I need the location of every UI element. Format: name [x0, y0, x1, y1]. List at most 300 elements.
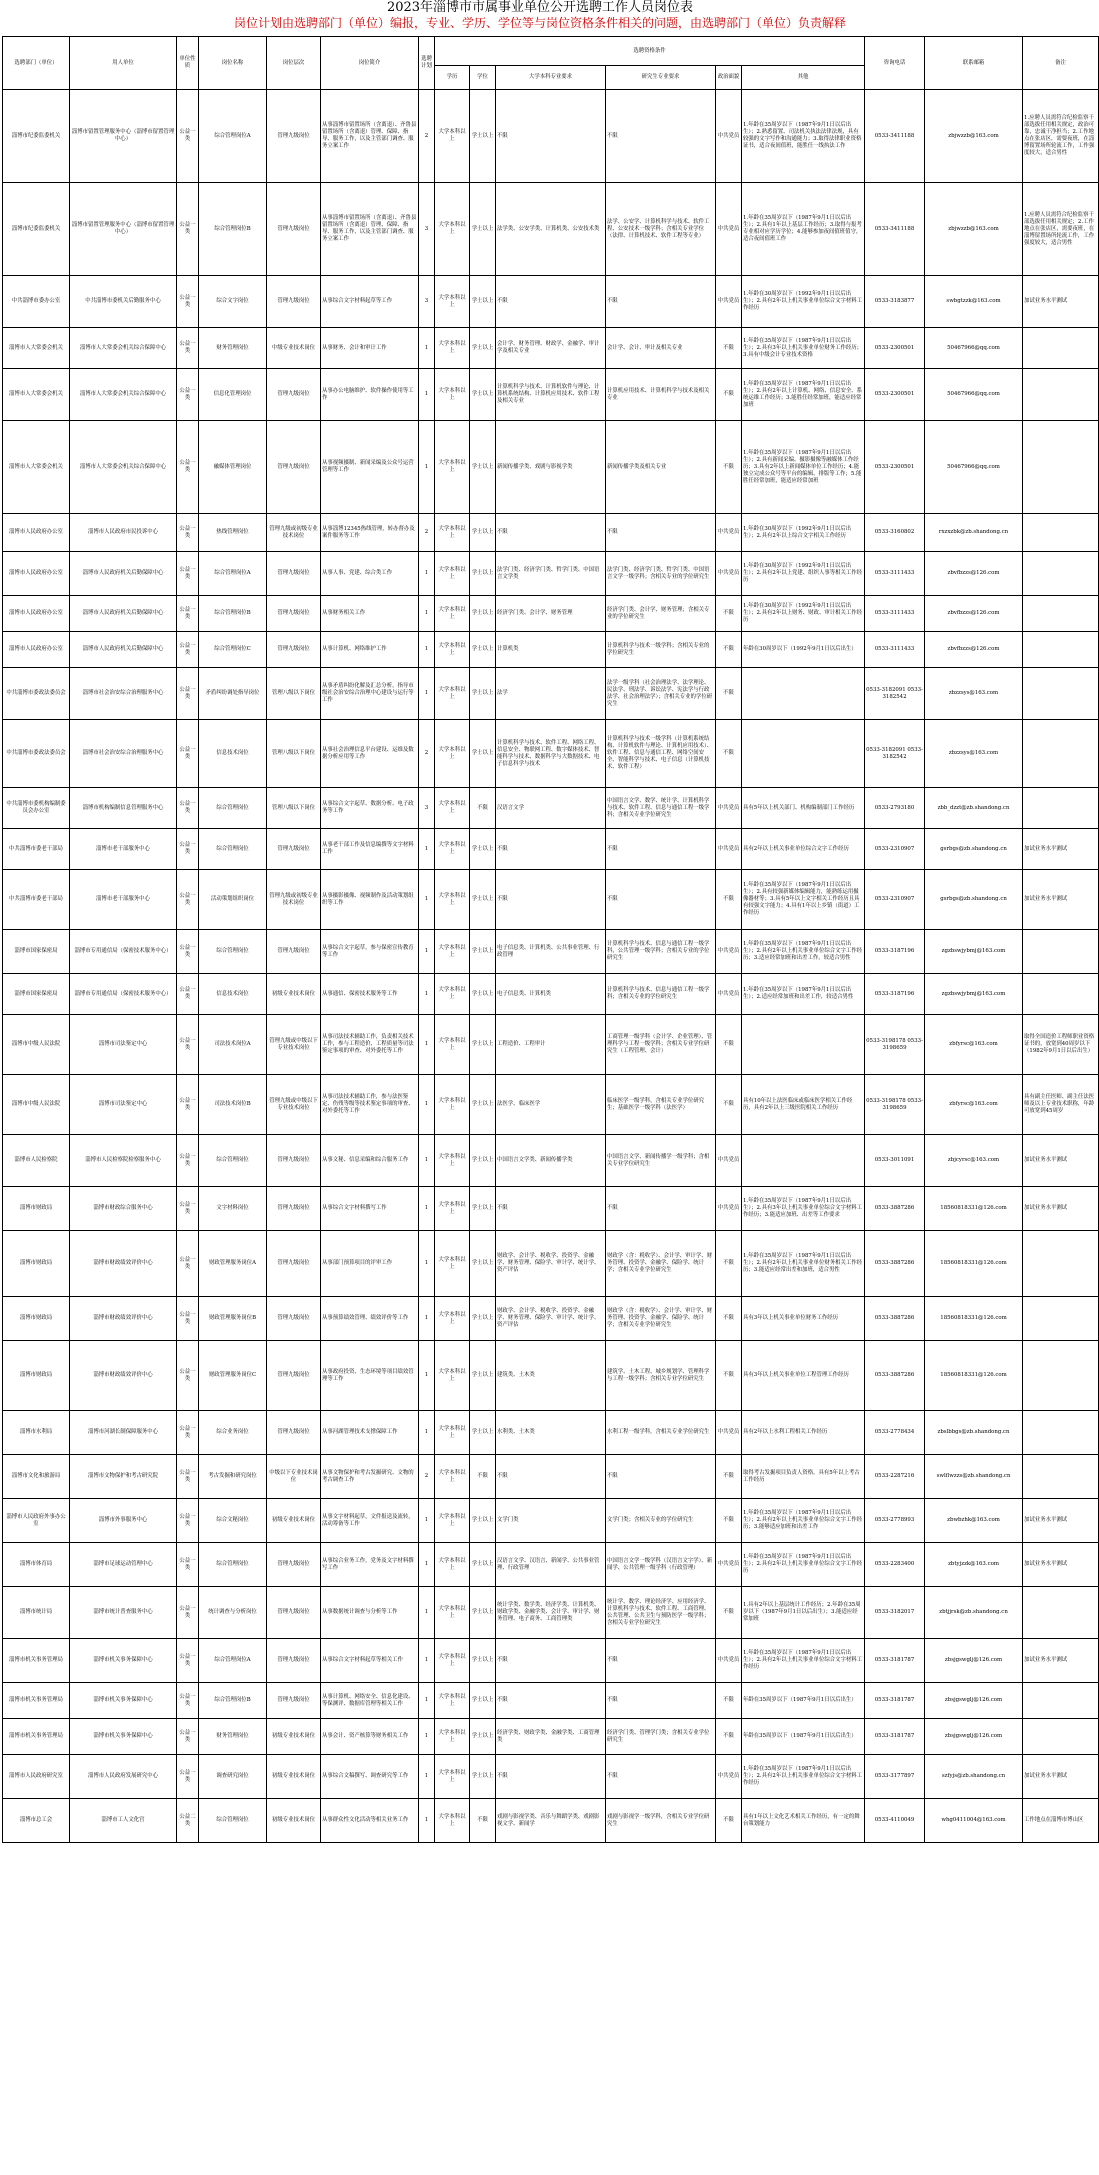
cell-intro: 从事部门预算项目的评审工作 [321, 1231, 419, 1297]
cell-dept: 中共淄博市委老干部局 [3, 829, 70, 870]
cell-degree: 学士以上 [470, 829, 496, 870]
cell-plan: 1 [419, 1075, 435, 1135]
cell-dept: 淄博市人民政府办公室 [3, 514, 70, 552]
cell-plan: 3 [419, 788, 435, 829]
cell-email: 18560818331@126.com [925, 1297, 1023, 1341]
cell-nature: 公益一类 [177, 788, 199, 829]
cell-plan: 1 [419, 1015, 435, 1075]
cell-other: 1.年龄在35周岁以下（1987年9月1日以后出生）；2.适应经常加班和出差工作，较适合男性 [742, 974, 865, 1015]
cell-edu: 大学本科以上 [435, 1639, 470, 1683]
cell-unit: 中共淄博市委机关后勤服务中心 [70, 276, 177, 328]
cell-degree: 学士以上 [470, 1499, 496, 1543]
table-row [3, 1499, 1099, 1543]
cell-phone: 0533-2283400 [865, 1543, 925, 1587]
cell-phone: 0533-2778993 [865, 1499, 925, 1543]
cell-note: 取得全国造价工程师职业资格证书的，放宽到40周岁以下（1982年9月1日以后出生） [1023, 1015, 1099, 1075]
cell-phone: 0533-3111433 [865, 632, 925, 668]
cell-nature: 公益二类 [177, 1799, 199, 1843]
cell-plan: 1 [419, 1341, 435, 1411]
cell-level: 管理九级岗位 [267, 596, 321, 632]
cell-political: 中共党员 [716, 829, 742, 870]
cell-major-pg: 中国语言文学一级学科（汉语言文字学）、新闻学、公共管理一级学科（行政管理） [606, 1543, 716, 1587]
cell-unit: 淄博市足球运动管理中心 [70, 1543, 177, 1587]
cell-other [742, 720, 865, 788]
cell-note [1023, 1411, 1099, 1455]
cell-edu: 大学本科以上 [435, 183, 470, 276]
cell-plan: 1 [419, 552, 435, 596]
cell-nature: 公益一类 [177, 1755, 199, 1799]
cell-phone: 0533-3181787 [865, 1639, 925, 1683]
cell-dept: 淄博市总工会 [3, 1799, 70, 1843]
cell-edu: 大学本科以上 [435, 369, 470, 421]
cell-plan: 1 [419, 1499, 435, 1543]
cell-nature: 公益一类 [177, 514, 199, 552]
cell-major-ug: 工程造价、工程审计 [496, 1015, 606, 1075]
table-row [3, 183, 1099, 276]
cell-intro: 从事司法技术辅助工作，负责相关技术工作，参与工程造价、工程质量等司法鉴定事项的审查、对外委托等工作 [321, 1015, 419, 1075]
header-post: 岗位名称 [199, 37, 267, 90]
cell-email: zbzzsys@163.com [925, 720, 1023, 788]
cell-political: 中共党员 [716, 90, 742, 183]
cell-intro: 从事会计、资产核算等财务相关工作 [321, 1719, 419, 1755]
table-row [3, 328, 1099, 369]
cell-nature: 公益一类 [177, 1499, 199, 1543]
cell-post: 综合管理岗位C [199, 632, 267, 668]
cell-note [1023, 1719, 1099, 1755]
cell-unit: 淄博市机关事务保障中心 [70, 1639, 177, 1683]
cell-political: 中共党员 [716, 1411, 742, 1455]
cell-major-ug: 文学门类 [496, 1499, 606, 1543]
cell-phone: 0533-3011091 [865, 1135, 925, 1187]
cell-political: 不限 [716, 1499, 742, 1543]
cell-major-pg: 戏剧与影视学一级学科，含相关专业学位研究生 [606, 1799, 716, 1843]
cell-edu: 大学本科以上 [435, 1499, 470, 1543]
cell-other: 具有2年以上机关事业单位综合文字工作经历 [742, 829, 865, 870]
cell-note [1023, 788, 1099, 829]
cell-political: 不限 [716, 1683, 742, 1719]
header-unit: 用人单位 [70, 37, 177, 90]
table-row [3, 1799, 1099, 1843]
cell-political: 不限 [716, 1015, 742, 1075]
cell-note: 加试业务水平测试 [1023, 1543, 1099, 1587]
header-note: 备注 [1023, 37, 1099, 90]
cell-major-ug: 不限 [496, 870, 606, 930]
cell-post: 综合文秘岗位 [199, 1499, 267, 1543]
cell-other: 1.年龄在35周岁以下（1987年9月1日以后出生）；2.具有2年以上机关事业单位综合文字工作经历；3.能够适应加班和出差工作 [742, 1499, 865, 1543]
cell-major-pg: 统计学、数学、理论经济学、应用经济学、计算机科学与技术、软件工程、工商管理、公共管理、公共卫生与预防医学一级学科；含相关专业学位研究生 [606, 1587, 716, 1639]
cell-level: 管理九级或初级专业技术岗位 [267, 870, 321, 930]
cell-dept: 中共淄博市委政法委员会 [3, 720, 70, 788]
cell-intro: 从事政府投资、生态环境等项目绩效管理等工作 [321, 1341, 419, 1411]
cell-phone: 0533-3887286 [865, 1297, 925, 1341]
cell-post: 综合管理岗位 [199, 788, 267, 829]
cell-level: 管理九级岗位 [267, 1231, 321, 1297]
cell-note: 工作地点在淄博市博山区 [1023, 1799, 1099, 1843]
cell-political: 中共党员 [716, 276, 742, 328]
cell-plan: 1 [419, 870, 435, 930]
cell-nature: 公益一类 [177, 1639, 199, 1683]
cell-degree: 学士以上 [470, 421, 496, 514]
cell-phone: 0533-3187196 [865, 974, 925, 1015]
cell-note: 加试业务水平测试 [1023, 1639, 1099, 1683]
table-row [3, 1231, 1099, 1297]
cell-edu: 大学本科以上 [435, 632, 470, 668]
cell-nature: 公益一类 [177, 1683, 199, 1719]
cell-email: swbgtzzk@163.com [925, 276, 1023, 328]
cell-edu: 大学本科以上 [435, 1755, 470, 1799]
cell-major-pg: 计算机应用技术、计算机科学与技术及相关专业 [606, 369, 716, 421]
cell-phone: 0533-4110049 [865, 1799, 925, 1843]
cell-other: 1.年龄在35周岁以下（1987年9月1日以后出生）；2.具有2年以上计算机、网络、信息安全、系统运维工作经历；3.能胜任经常加班，能适应经常加班 [742, 369, 865, 421]
cell-degree: 学士以上 [470, 90, 496, 183]
cell-unit: 淄博市机关事务保障中心 [70, 1683, 177, 1719]
cell-major-ug: 经济学类、财政学类、金融学类、工商管理类 [496, 1719, 606, 1755]
cell-dept: 淄博市人大常委会机关 [3, 421, 70, 514]
cell-edu: 大学本科以上 [435, 668, 470, 720]
cell-post: 综合管理岗位B [199, 1683, 267, 1719]
cell-edu: 大学本科以上 [435, 276, 470, 328]
cell-phone: 0533-3182091 0533-3182542 [865, 668, 925, 720]
cell-intro: 从事综合文字起草、数据分析、电子政务等工作 [321, 788, 419, 829]
cell-intro: 从事文秘、信息采编和综合服务工作 [321, 1135, 419, 1187]
cell-email: zbvfbzzs@126.com [925, 596, 1023, 632]
cell-phone: 0533-3181787 [865, 1719, 925, 1755]
cell-intro: 从事文物保护和考古发掘研究、文物的考古调查工作 [321, 1455, 419, 1499]
cell-major-pg: 建筑学、土木工程、城乡规划学、管理科学与工程一级学科；含相关专业学位研究生 [606, 1341, 716, 1411]
cell-intro: 从事综合文稿撰写、调查研究等工作 [321, 1755, 419, 1799]
cell-major-ug: 法医学、临床医学 [496, 1075, 606, 1135]
cell-email: zbvfbzzs@126.com [925, 632, 1023, 668]
cell-plan: 1 [419, 1719, 435, 1755]
cell-plan: 1 [419, 1297, 435, 1341]
table-row [3, 1683, 1099, 1719]
cell-edu: 大学本科以上 [435, 829, 470, 870]
cell-email: zbwbzhk@163.com [925, 1499, 1023, 1543]
cell-political: 中共党员 [716, 1639, 742, 1683]
cell-other: 1.年龄在30周岁以下（1992年9月1日以后出生）；2.具有2年以上财务、财政、审计相关工作经历 [742, 596, 865, 632]
cell-level: 管理九级岗位 [267, 829, 321, 870]
cell-level: 管理九级岗位 [267, 276, 321, 328]
cell-political: 中共党员 [716, 1755, 742, 1799]
cell-post: 司法技术岗位A [199, 1015, 267, 1075]
cell-other: 具有2年以上水利工程相关工作经历 [742, 1411, 865, 1455]
cell-plan: 1 [419, 1683, 435, 1719]
cell-other: 年龄在35周岁以下（1987年9月1日以后出生） [742, 1683, 865, 1719]
cell-level: 管理九级岗位 [267, 1135, 321, 1187]
cell-phone: 0533-3198178 0533-3198659 [865, 1075, 925, 1135]
cell-nature: 公益一类 [177, 1075, 199, 1135]
cell-political: 不限 [716, 369, 742, 421]
cell-other: 年龄在30周岁以下（1992年9月1日以后出生） [742, 632, 865, 668]
cell-plan: 2 [419, 90, 435, 183]
cell-major-ug: 法学 [496, 668, 606, 720]
cell-major-ug: 计算机科学与技术、软件工程、网络工程、信息安全、物联网工程、数字媒体技术、智能科学与技术、数据科学与大数据技术、电子信息科学与技术 [496, 720, 606, 788]
cell-political: 不限 [716, 328, 742, 369]
cell-nature: 公益一类 [177, 1719, 199, 1755]
header-conditions: 选聘资格条件 [435, 37, 865, 66]
cell-edu: 大学本科以上 [435, 930, 470, 974]
table-body [3, 90, 1099, 1843]
cell-nature: 公益一类 [177, 1015, 199, 1075]
cell-level: 管理九级或中级以下专业技术岗位 [267, 1075, 321, 1135]
cell-plan: 2 [419, 1455, 435, 1499]
cell-dept: 淄博市统计局 [3, 1587, 70, 1639]
cell-major-pg: 计算机科学与技术一级学科（计算机系统结构、计算机软件与理论、计算机应用技术）、软件工程、信息与通信工程、网络空间安全、智能科学与技术、电子信息（计算机技术、软件工程） [606, 720, 716, 788]
cell-email: zbjcyrsc@163.com [925, 1135, 1023, 1187]
cell-dept: 淄博市人民政府办公室 [3, 632, 70, 668]
cell-dept: 淄博市人民政府外事办公室 [3, 1499, 70, 1543]
cell-level: 管理九级岗位 [267, 1587, 321, 1639]
cell-other: 1.年龄在35周岁以下（1987年9月1日以后出生）；2.具有2年以上机关事业单位综合文字材料工作经历 [742, 1755, 865, 1799]
table-row [3, 720, 1099, 788]
cell-unit: 淄博市工人文化宫 [70, 1799, 177, 1843]
cell-intro: 从事综合文字材料起草等相关工作 [321, 1639, 419, 1683]
cell-level: 管理九级岗位 [267, 1411, 321, 1455]
cell-dept: 中共淄博市委机构编制委员会办公室 [3, 788, 70, 829]
cell-major-pg: 不限 [606, 1455, 716, 1499]
cell-edu: 大学本科以上 [435, 1341, 470, 1411]
cell-major-ug: 建筑类、土木类 [496, 1341, 606, 1411]
cell-political: 不限 [716, 1075, 742, 1135]
cell-major-ug: 不限 [496, 1187, 606, 1231]
cell-intro: 从事河湖管理技术支撑保障工作 [321, 1411, 419, 1455]
cell-edu: 大学本科以上 [435, 1075, 470, 1135]
cell-phone: 0533-2300501 [865, 369, 925, 421]
cell-unit: 淄博市司法鉴定中心 [70, 1015, 177, 1075]
cell-post: 调查研究岗位 [199, 1755, 267, 1799]
table-row [3, 1075, 1099, 1135]
cell-plan: 1 [419, 974, 435, 1015]
cell-major-pg: 工商管理一级学科（会计学、企业管理）、管理科学与工程一级学科；含相关专业学位研究生（工程管理、会计） [606, 1015, 716, 1075]
cell-note: 加试业务水平测试 [1023, 870, 1099, 930]
cell-plan: 3 [419, 276, 435, 328]
cell-edu: 大学本科以上 [435, 328, 470, 369]
table-row [3, 276, 1099, 328]
cell-nature: 公益一类 [177, 1543, 199, 1587]
cell-plan: 1 [419, 930, 435, 974]
cell-nature: 公益一类 [177, 974, 199, 1015]
table-row [3, 1411, 1099, 1455]
cell-unit: 淄博市河湖长制保障服务中心 [70, 1411, 177, 1455]
cell-major-pg: 文学门类；含相关专业的学位研究生 [606, 1499, 716, 1543]
cell-intro: 从事综合文字起草，参与保密宣传教育等工作 [321, 930, 419, 974]
cell-nature: 公益一类 [177, 1297, 199, 1341]
cell-major-pg: 不限 [606, 1755, 716, 1799]
cell-edu: 大学本科以上 [435, 870, 470, 930]
cell-degree: 学士以上 [470, 1719, 496, 1755]
cell-note [1023, 1297, 1099, 1341]
cell-other: 具有10年以上法医临床或临床医学相关工作经历，具有2年以上三级医院相关工作经历 [742, 1075, 865, 1135]
cell-intro: 从事财务相关工作 [321, 596, 419, 632]
cell-phone: 0533-3887286 [865, 1187, 925, 1231]
cell-major-ug: 法学门类、经济学门类、哲学门类、中国语言文学类 [496, 552, 606, 596]
cell-major-ug: 戏剧与影视学类、音乐与舞蹈学类、戏剧影视文学、新闻学 [496, 1799, 606, 1843]
cell-dept: 中共淄博市委政法委员会 [3, 668, 70, 720]
cell-note [1023, 421, 1099, 514]
cell-dept: 淄博市财政局 [3, 1231, 70, 1297]
table-row [3, 421, 1099, 514]
cell-major-pg: 不限 [606, 1683, 716, 1719]
cell-email: zgzbswjybmj@163.com [925, 974, 1023, 1015]
cell-level: 管理九级或中级以下专业技术岗位 [267, 1015, 321, 1075]
cell-dept: 淄博市水利局 [3, 1411, 70, 1455]
cell-political: 不限 [716, 668, 742, 720]
cell-dept: 淄博市纪委监委机关 [3, 183, 70, 276]
cell-major-ug: 不限 [496, 90, 606, 183]
header-dept: 选聘部门（单位） [3, 37, 70, 90]
cell-political: 不限 [716, 632, 742, 668]
cell-major-pg: 计算机科学与技术一级学科；含相关专业的学位研究生 [606, 632, 716, 668]
cell-political: 不限 [716, 421, 742, 514]
cell-level: 中级以下专业技术岗位 [267, 1455, 321, 1499]
table-row [3, 870, 1099, 930]
cell-post: 信息技术岗位 [199, 974, 267, 1015]
cell-unit: 淄博市人大常委会机关综合保障中心 [70, 328, 177, 369]
cell-level: 管理九级岗位 [267, 421, 321, 514]
cell-dept: 淄博市机关事务管理局 [3, 1683, 70, 1719]
cell-note [1023, 1587, 1099, 1639]
cell-email: zbsjgswglj@126.com [925, 1719, 1023, 1755]
cell-degree: 学士以上 [470, 632, 496, 668]
cell-major-pg: 不限 [606, 276, 716, 328]
table-row [3, 1015, 1099, 1075]
cell-unit: 淄博市社会治安综合治理服务中心 [70, 668, 177, 720]
table-row [3, 1755, 1099, 1799]
cell-political: 中共党员 [716, 183, 742, 276]
cell-degree: 学士以上 [470, 1341, 496, 1411]
cell-degree: 学士以上 [470, 1683, 496, 1719]
cell-political: 不限 [716, 1297, 742, 1341]
cell-level: 初级专业技术岗位 [267, 1799, 321, 1843]
table-row [3, 974, 1099, 1015]
cell-email: rxzxzbk@zb.shandong.cn [925, 514, 1023, 552]
page-subtitle: 岗位计划由选聘部门（单位）编报，专业、学历、学位等与岗位资格条件相关的问题，由选聘部门（单位）负责解释 [233, 16, 846, 30]
cell-unit: 淄博市人民政府发展研究中心 [70, 1755, 177, 1799]
cell-nature: 公益一类 [177, 1411, 199, 1455]
cell-plan: 1 [419, 1187, 435, 1231]
cell-unit: 淄博市老干部服务中心 [70, 829, 177, 870]
cell-phone: 0533-3182017 [865, 1587, 925, 1639]
cell-political: 中共党员 [716, 1187, 742, 1231]
cell-phone: 0533-2310907 [865, 829, 925, 870]
cell-major-ug: 不限 [496, 1639, 606, 1683]
cell-dept: 淄博市机关事务管理局 [3, 1719, 70, 1755]
cell-level: 管理八级以下岗位 [267, 788, 321, 829]
cell-degree: 学士以上 [470, 328, 496, 369]
cell-unit: 淄博市财政绩效评价中心 [70, 1231, 177, 1297]
cell-major-ug: 汉语言文学 [496, 788, 606, 829]
cell-dept: 淄博市人大常委会机关 [3, 369, 70, 421]
cell-edu: 大学本科以上 [435, 720, 470, 788]
cell-post: 文字材料岗位 [199, 1187, 267, 1231]
cell-edu: 大学本科以上 [435, 552, 470, 596]
header-other: 其他 [742, 66, 865, 90]
table-row [3, 1135, 1099, 1187]
cell-intro: 从事财务、会计和审计工作 [321, 328, 419, 369]
cell-unit: 淄博市外事服务中心 [70, 1499, 177, 1543]
cell-nature: 公益一类 [177, 328, 199, 369]
cell-other: 取得考古发掘项目负责人资格，具有5年以上考古工作经历 [742, 1455, 865, 1499]
cell-intro: 从事文字材料起草，文件报送及流转，活动筹备等工作 [321, 1499, 419, 1543]
cell-degree: 学士以上 [470, 1639, 496, 1683]
cell-intro: 从事淄博市留置场所（含离退）、齐鲁县留置场所（含离退）管理、保障、指导、服务工作，以及主管部门调查、服务立案工作 [321, 183, 419, 276]
cell-level: 管理九级岗位 [267, 1297, 321, 1341]
cell-email: zbsjgswglj@126.com [925, 1639, 1023, 1683]
cell-political: 不限 [716, 1231, 742, 1297]
cell-nature: 公益一类 [177, 1135, 199, 1187]
cell-degree: 学士以上 [470, 1297, 496, 1341]
cell-edu: 大学本科以上 [435, 1543, 470, 1587]
cell-dept: 淄博市国家保密局 [3, 974, 70, 1015]
cell-email: zbvfbzzs@126.com [925, 552, 1023, 596]
table-header-row-1 [3, 37, 1099, 66]
cell-level: 管理九级岗位 [267, 632, 321, 668]
cell-post: 综合文字岗位 [199, 276, 267, 328]
cell-edu: 大学本科以上 [435, 421, 470, 514]
cell-dept: 中共淄博市委办公室 [3, 276, 70, 328]
cell-degree: 学士以上 [470, 552, 496, 596]
cell-other: 年龄在35周岁以下（1987年9月1日以后出生） [742, 1719, 865, 1755]
cell-phone: 0533-3111433 [865, 596, 925, 632]
cell-intro: 从事矛盾纠纷化解及汇总分析，指导市级社会治安综合治理中心建设与运行等工作 [321, 668, 419, 720]
cell-political: 不限 [716, 720, 742, 788]
cell-major-pg: 会计学、会计、审计及相关专业 [606, 328, 716, 369]
positions-table [2, 36, 1099, 1843]
cell-major-pg: 中国语言文学、新闻传播学一级学科；含相关专业学位研究生 [606, 1135, 716, 1187]
cell-major-ug: 水利类、土木类 [496, 1411, 606, 1455]
cell-post: 信息技术岗位 [199, 720, 267, 788]
cell-email: zbjwzzb@163.com [925, 90, 1023, 183]
page-title: 2023年淄博市市属事业单位公开选聘工作人员岗位表 [386, 0, 694, 15]
cell-edu: 大学本科以上 [435, 1683, 470, 1719]
cell-intro: 从事综合文字材料撰写工作 [321, 1187, 419, 1231]
cell-degree: 不限 [470, 1455, 496, 1499]
cell-unit: 淄博市专用通信局（保密技术服务中心） [70, 930, 177, 974]
cell-plan: 1 [419, 328, 435, 369]
cell-intro: 从事计算机、网络维护工作 [321, 632, 419, 668]
cell-email: 18560818331@126.com [925, 1187, 1023, 1231]
cell-email: zgzbswjybmj@163.com [925, 930, 1023, 974]
cell-note: 加试业务水平测试 [1023, 276, 1099, 328]
cell-email: 50467966@qq.com [925, 369, 1023, 421]
cell-dept: 淄博市体育局 [3, 1543, 70, 1587]
table-row [3, 1187, 1099, 1231]
cell-note: 具有副主任医师、副主任法医师及以上专业技术职称，年龄可放宽到45周岁 [1023, 1075, 1099, 1135]
cell-major-pg: 经济学门类、管理学门类；含相关专业学位研究生 [606, 1719, 716, 1755]
cell-post: 财政管理服务岗位A [199, 1231, 267, 1297]
cell-other: 1.年龄在35周岁以下（1987年9月1日以后出生）；2.具有1年以上基层工作经历；3.取得与报考专业相对应学历学位；4.能够参加夜间值班值守，适合夜间值班工作 [742, 183, 865, 276]
cell-nature: 公益一类 [177, 552, 199, 596]
header-email: 联系邮箱 [925, 37, 1023, 90]
cell-phone: 0533-2300501 [865, 328, 925, 369]
cell-degree: 学士以上 [470, 1187, 496, 1231]
cell-major-pg: 财政学（含：税收学）、会计学、审计学、财务管理、投资学、金融学、保险学、统计学；含相关专业学位研究生 [606, 1231, 716, 1297]
cell-intro: 从事老干部工作及信息编撰等文字材料工作 [321, 829, 419, 870]
cell-major-ug: 不限 [496, 1455, 606, 1499]
header-political: 政治面貌 [716, 66, 742, 90]
cell-political: 不限 [716, 1719, 742, 1755]
cell-nature: 公益一类 [177, 90, 199, 183]
cell-dept: 淄博市国家保密局 [3, 930, 70, 974]
cell-other: 1.年龄在35周岁以下（1987年9月1日以后出生）；2.熟悉留置、司法机关执法法律法规，具有较强的文字写作和沟通能力；3.取得法律职业资格证书，适合夜间值班，能胜任一线执法工作 [742, 90, 865, 183]
cell-unit: 淄博市留置管理服务中心（淄博市留置管理中心） [70, 183, 177, 276]
cell-major-pg: 水利工程一级学科，含相关专业学位研究生 [606, 1411, 716, 1455]
cell-dept: 淄博市财政局 [3, 1297, 70, 1341]
cell-major-ug: 会计学、财务管理、财政学、金融学、审计学及相关专业 [496, 328, 606, 369]
table-row [3, 930, 1099, 974]
cell-post: 财政管理服务岗位C [199, 1341, 267, 1411]
cell-email: zbfyrsc@163.com [925, 1075, 1023, 1135]
